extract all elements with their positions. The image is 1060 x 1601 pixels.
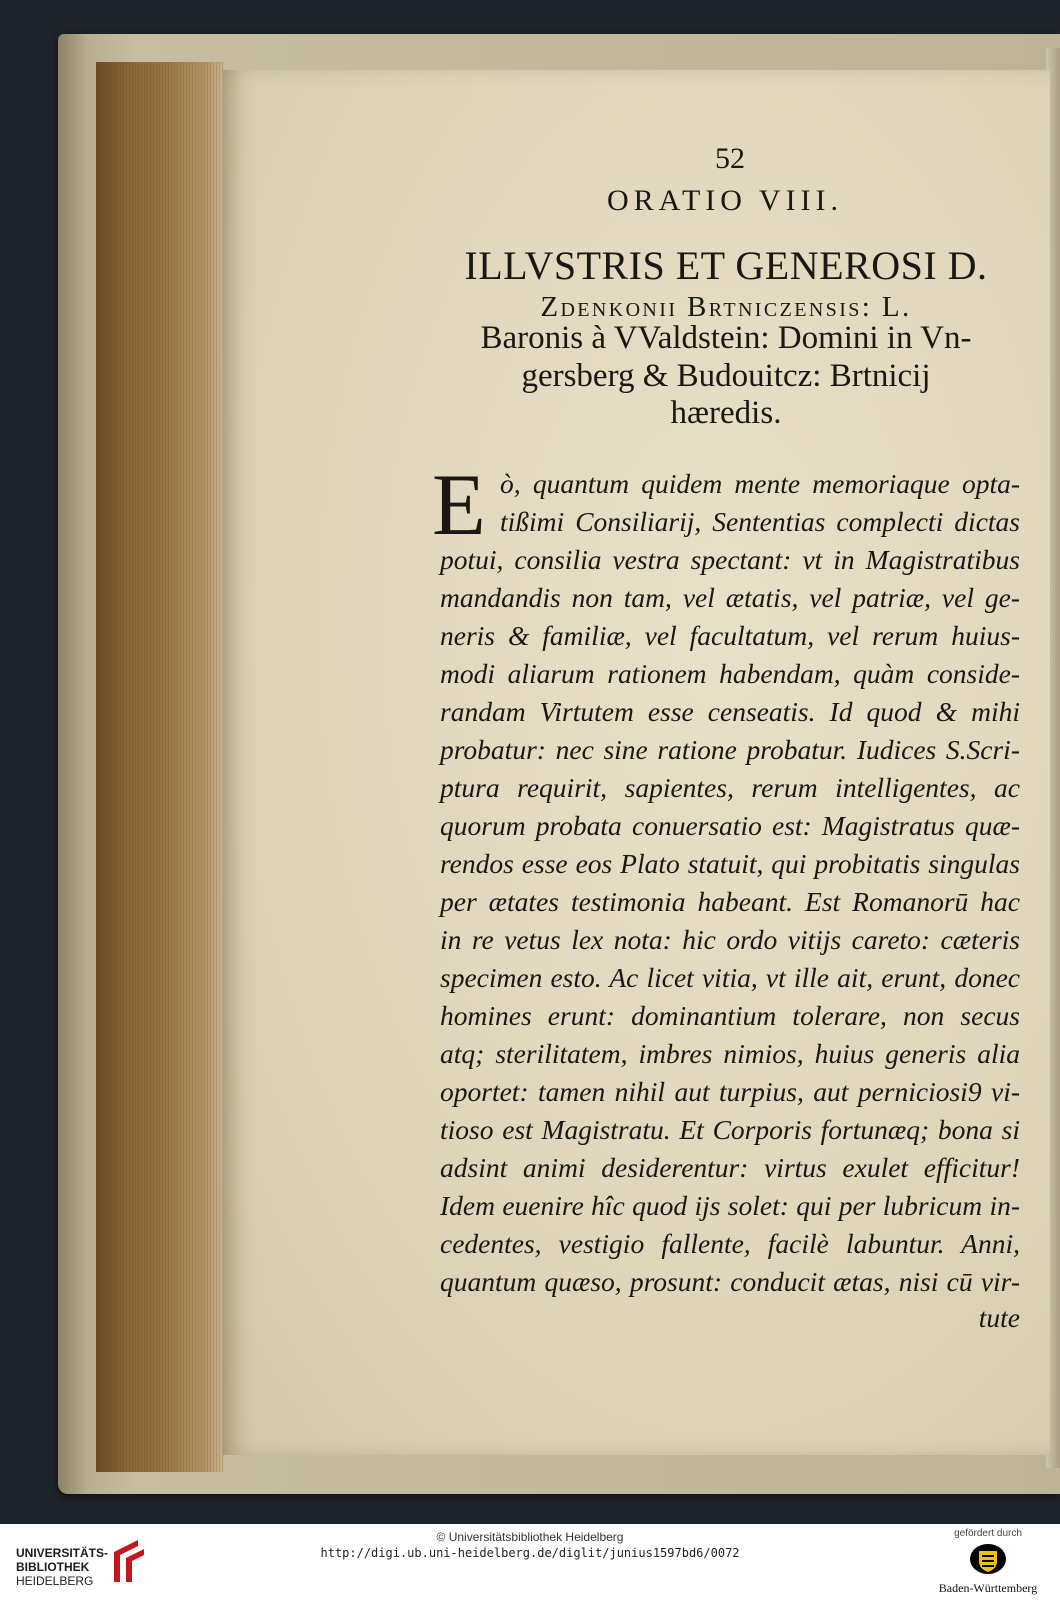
library-name-line-2: BIBLIOTHEK: [16, 1560, 90, 1574]
body-line: adsint animi desiderentur: virtus exulet efficitur!: [440, 1152, 1020, 1183]
title-line-5: hæredis.: [670, 395, 782, 431]
title-line-2: Zdenkonii Brtniczensis: L.: [540, 291, 912, 323]
oration-heading: ORATIO VIII.: [606, 184, 844, 217]
title-line-4: gersberg & Budouitcz: Brtnicij: [521, 358, 931, 394]
body-line: quorum probata conuersatio est: Magistratus quæ-: [440, 810, 1020, 841]
drop-cap: E: [432, 457, 486, 554]
body-line: ptura requirit, sapientes, rerum intelligentes, ac: [440, 772, 1020, 803]
body-line: tißimi Consiliarij, Sententias complecti dictas: [500, 506, 1020, 537]
body-line: in re vetus lex nota: hic ordo vitijs careto: cæteris: [440, 924, 1020, 955]
sponsor-name: Baden-Württemberg: [938, 1581, 1038, 1595]
body-line: atq; sterilitatem, imbres nimios, huius generis alia: [440, 1038, 1020, 1069]
catchword: tute: [978, 1302, 1020, 1333]
title-line-1: ILLVSTRIS ET GENEROSI D.: [464, 243, 988, 288]
body-line: cedentes, vestigio fallente, facilè labuntur. Anni,: [440, 1228, 1020, 1259]
book-page-edges: [96, 62, 224, 1472]
permalink-url[interactable]: http://digi.ub.uni-heidelberg.de/diglit/junius1597bd6/0072: [320, 1546, 740, 1560]
page-number: 52: [715, 142, 745, 175]
body-line: mandandis non tam, vel ætatis, vel patriæ, vel ge-: [440, 582, 1020, 613]
body-line: per ætates testimonia habeant. Est Romanorū hac: [440, 886, 1020, 917]
body-line: ò, quantum quidem mente memoriaque opta-: [500, 468, 1020, 499]
copyright-notice: © Universitätsbibliothek Heidelberg: [436, 1530, 624, 1544]
library-name-line-1: UNIVERSITÄTS-: [16, 1546, 109, 1560]
body-line: rendos esse eos Plato statuit, qui probitatis singulas: [440, 848, 1020, 879]
library-logo-icon: [108, 1538, 148, 1584]
body-line: potui, consilia vestra spectant: vt in Magistratibus: [440, 544, 1020, 575]
body-line: probatur: nec sine ratione probatur. Iudices S.Scri-: [440, 734, 1020, 765]
body-line: neris & familiæ, vel facultatum, vel rerum huius-: [440, 620, 1020, 651]
body-line: modi aliarum rationem habendam, quàm conside-: [440, 658, 1020, 689]
body-line: oportet: tamen nihil aut turpius, aut perniciosi9 vi-: [440, 1076, 1020, 1107]
sponsor-label: gefördert durch: [954, 1528, 1022, 1539]
body-line: tioso est Magistratu. Et Corporis fortunæq; bona si: [440, 1114, 1020, 1145]
title-line-3: Baronis à VValdstein: Domini in Vn-: [480, 320, 972, 356]
body-line: randam Virtutem esse censeatis. Id quod & mihi: [440, 696, 1020, 727]
body-line: quantum quæso, prosunt: conducit ætas, nisi cū vir-: [440, 1266, 1020, 1297]
library-name-line-3: HEIDELBERG: [16, 1574, 94, 1588]
body-line: specimen esto. Ac licet vitia, vt ille ait, erunt, donec: [440, 962, 1020, 993]
body-line: Idem euenire hîc quod ijs solet: qui per lubricum in-: [440, 1190, 1020, 1221]
body-line: homines erunt: dominantium tolerare, non secus: [440, 1000, 1020, 1031]
